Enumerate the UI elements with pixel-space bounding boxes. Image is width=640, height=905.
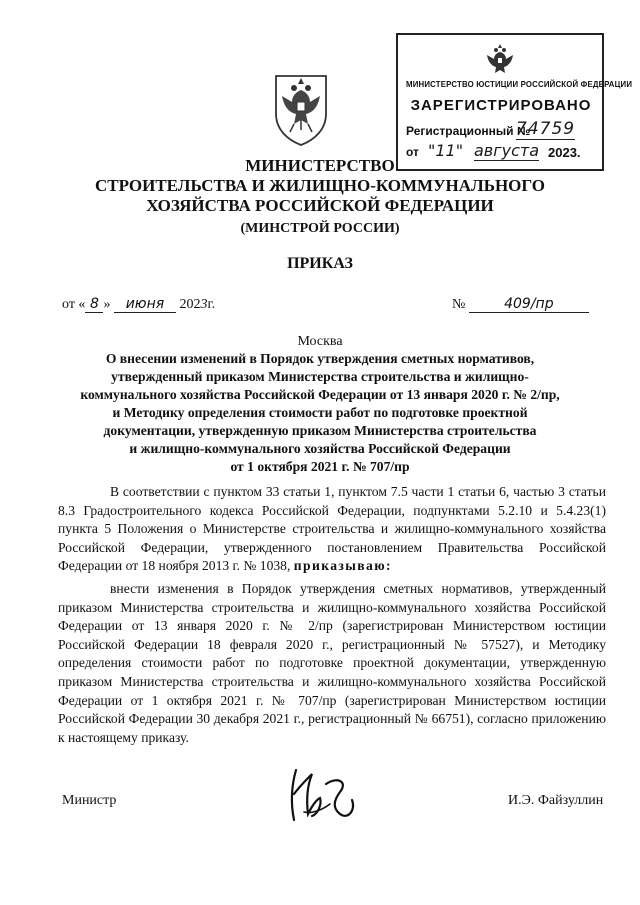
ministry-line-1: МИНИСТЕРСТВО	[245, 156, 395, 175]
body-paragraph-basis: В соответствии с пунктом 33 статьи 1, пунктом 7.5 части 1 статьи 6, частью 3 статьи 8.3 Градостроительного кодекса Российской Федерации, подпунктами 5.2.10 и 5.4.23(1) пункта 5 Положения о Министерстве строительства и жилищно-коммунального хозяйства Российской Федерации, утвержденного постановлением Правительства Российской Федерации от 18 ноября 2013 г. № 1038, приказываю:	[58, 484, 606, 574]
signatory-name: И.Э. Файзуллин	[508, 793, 604, 808]
signatory-position: Министр	[62, 793, 117, 808]
title-line: О внесении изменений в Порядок утверждения сметных нормативов,	[105, 351, 535, 366]
stamp-date-day: "11"	[428, 141, 464, 160]
order-number-value: 409/пр	[469, 296, 589, 313]
stamp-reg-number: 74759	[516, 119, 576, 139]
russian-coat-of-arms-icon	[270, 68, 332, 146]
stamp-date-month: августа	[474, 141, 540, 160]
order-verb: приказываю:	[293, 558, 392, 574]
city: Москва	[297, 334, 343, 349]
stamp-registered-label: ЗАРЕГИСТРИРОВАНО	[410, 97, 592, 114]
registration-stamp	[396, 33, 633, 171]
ministry-abbreviation: (МИНСТРОЙ РОССИИ)	[240, 221, 400, 236]
order-date-month: июня	[114, 296, 176, 313]
stamp-reg-label: Регистрационный №	[406, 124, 531, 138]
order-title	[60, 350, 580, 476]
title-line: коммунального хозяйства Российской Федерации от 13 января 2020 г. № 2/пр,	[80, 387, 560, 402]
handwritten-signature-icon	[282, 764, 372, 826]
order-date: от « 8 » июня 2023г.	[62, 296, 216, 312]
ministry-line-3: ХОЗЯЙСТВА РОССИЙСКОЙ ФЕДЕРАЦИИ	[146, 196, 494, 215]
document-type: ПРИКАЗ	[287, 255, 353, 272]
stamp-date-year: 2023.	[548, 145, 581, 160]
order-number: № 409/пр	[452, 296, 589, 313]
title-line: и жилищно-коммунального хозяйства Российской Федерации	[129, 441, 511, 456]
title-line: от 1 октября 2021 г. № 707/пр	[230, 459, 410, 474]
title-line: утвержденный приказом Министерства строительства и жилищно-	[111, 369, 529, 384]
russian-coat-of-arms-icon	[482, 41, 518, 79]
stamp-date-prefix: от	[406, 145, 419, 159]
stamp-ministry-name: МИНИСТЕРСТВО ЮСТИЦИИ РОССИЙСКОЙ ФЕДЕРАЦИИ	[406, 79, 633, 89]
title-line: и Методику определения стоимости работ по подготовке проектной	[112, 405, 528, 420]
body-paragraph-resolution: внести изменения в Порядок утверждения сметных нормативов, утвержденный приказом Министерства строительства и жилищно-коммунального хозяйства Российской Федерации от 13 января 2020 г. № 2/пр (зарегистрирован Министерством юстиции Российской Федерации 18 февраля 2020 г., регистрационный № 57527), и Методику определения стоимости работ по подготовке проектной документации, утвержденную приказом Министерства строительства и жилищно-коммунального хозяйства Российской Федерации от 1 октября 2021 г. № 707/пр (зарегистрирован Министерством юстиции Российской Федерации 30 декабря 2021 г., регистрационный № 66751), согласно приложению к настоящему приказу.	[58, 581, 606, 745]
title-line: документации, утвержденную приказом Министерства строительства	[103, 423, 537, 438]
order-date-day: 8	[85, 296, 103, 313]
ministry-line-2: СТРОИТЕЛЬСТВА И ЖИЛИЩНО-КОММУНАЛЬНОГО	[94, 176, 546, 195]
